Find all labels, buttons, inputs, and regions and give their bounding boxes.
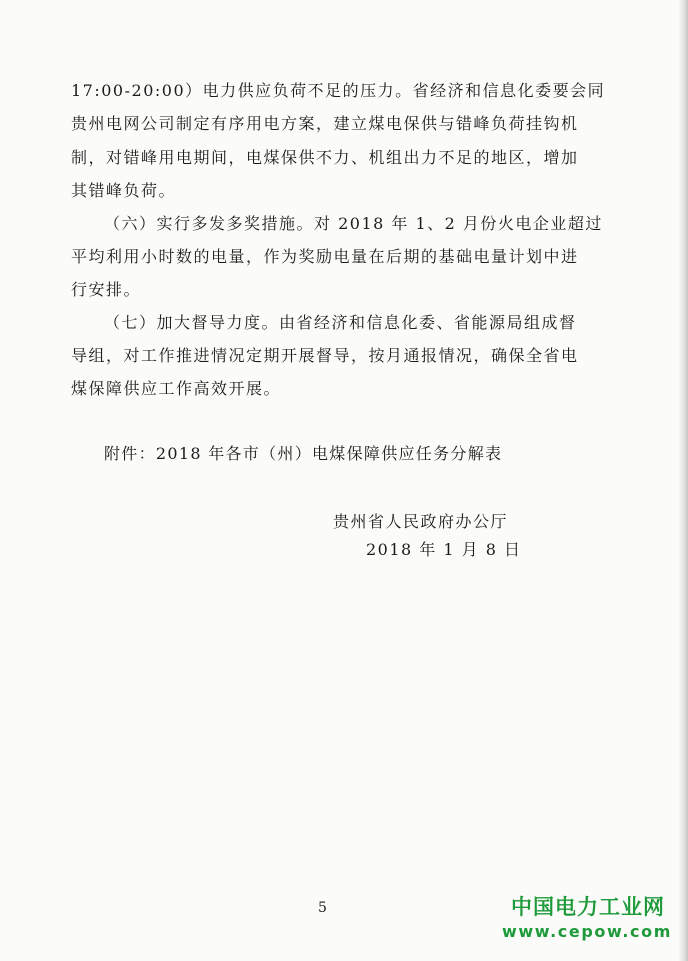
body-line-1: 17:00-20:00）电力供应负荷不足的压力。省经济和信息化委要会同 (71, 81, 606, 100)
attachment-line: 附件：2018 年各市（州）电煤保障供应任务分解表 (104, 444, 503, 463)
body-line-4: 其错峰负荷。 (71, 181, 177, 200)
watermark-site-name: 中国电力工业网 (511, 895, 665, 919)
section-7-heading-line: （七）加大督导力度。由省经济和信息化委、省能源局组成督 (104, 313, 577, 332)
issuing-office: 贵州省人民政府办公厅 (333, 512, 509, 531)
body-line-7: 行安排。 (71, 280, 142, 299)
body-line-10: 煤保障供应工作高效开展。 (71, 379, 282, 398)
body-line-6: 平均利用小时数的电量，作为奖励电量在后期的基础电量计划中进 (71, 247, 579, 266)
page-number: 5 (318, 900, 327, 916)
body-line-9: 导组，对工作推进情况定期开展督导，按月通报情况，确保全省电 (71, 346, 579, 365)
section-6-heading-line: （六）实行多发多奖措施。对 2018 年 1、2 月份火电企业超过 (104, 214, 603, 233)
body-line-3: 制，对错峰用电期间，电煤保供不力、机组出力不足的地区，增加 (71, 148, 579, 167)
scan-shadow-edge (678, 0, 688, 961)
issue-date: 2018 年 1 月 8 日 (366, 540, 522, 559)
watermark-site-url: www.cepow.com (502, 922, 672, 941)
body-line-2: 贵州电网公司制定有序用电方案，建立煤电保供与错峰负荷挂钩机 (71, 114, 579, 133)
